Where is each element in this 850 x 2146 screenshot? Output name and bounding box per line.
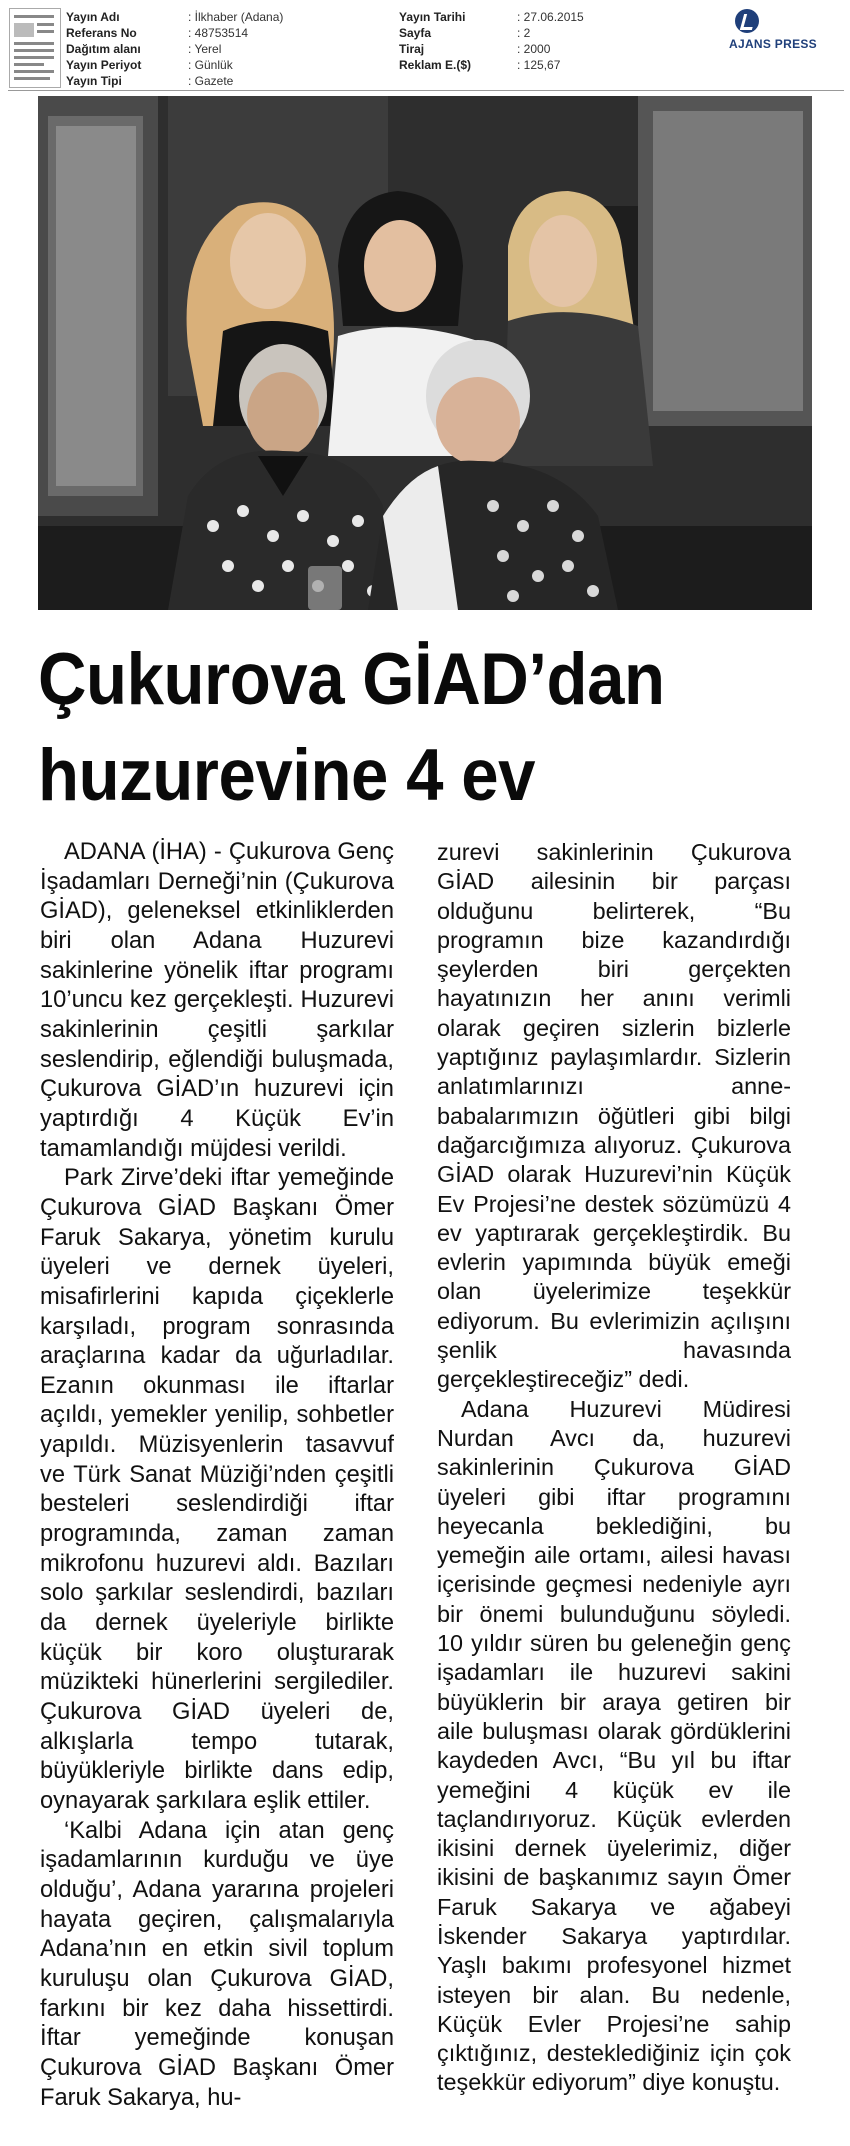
meta-value: : İlkhaber (Adana)	[188, 10, 284, 24]
clipping-metadata-header	[0, 0, 850, 92]
article-photo	[38, 96, 812, 610]
meta-label: Yayın Adı	[66, 10, 120, 24]
meta-value: : Gazete	[188, 74, 234, 88]
article-paragraph: Park Zirve’deki iftar yemeğinde Çukurova GİAD Başkanı Ömer Faruk Sakarya, yönetim kurulu üyeleri ve dernek üyeleri, misafirlerini kapıda çiçeklerle karşıladı, program sonrasında araçlarına kadar da uğurladılar. Ezanın okunması ile iftarlar açıldı, yemekler yenilip, sohbetler yapıldı. Müzisyenlerin tasavvuf ve Türk Sanat Müziği’nden çeşitli besteleri seslendirdiği iftar programında, zaman zaman mikrofonu huzurevi aldı. Bazıları solo şarkılar seslendirdi, bazıları da dernek üyeleriyle birlikte küçük bir koro oluşturarak müzikteki hünerlerini sergilediler. Çukurova GİAD üyeleri de, alkışlarla tempo tutarak, büyükleriyle birlikte dans edip, oynayarak şarkılara eşlik ettiler.	[40, 1165, 394, 1814]
article-paragraph: ‘Kalbi Adana için atan genç işadamlarının kurduğu ve üye olduğu’, Adana yararına projeleri hayata geçiren, çalışmalarıyla Adana’nın en etkin sivil toplum kuruluşu olan Çukurova GİAD, farkını bir kez daha hissettirdi. İftar yemeğinde konuşan Çukurova GİAD Başkanı Ömer Faruk Sakarya, hu-	[40, 1817, 394, 2111]
photo-illustration	[38, 96, 812, 610]
meta-row	[66, 25, 283, 41]
meta-value: : 48753514	[188, 26, 249, 40]
meta-value: : 2	[517, 26, 531, 40]
meta-left-column	[66, 9, 283, 89]
meta-row	[66, 9, 283, 25]
ajans-press-logo	[729, 9, 841, 49]
meta-value: : 125,67	[517, 58, 561, 72]
meta-row	[66, 73, 283, 89]
meta-label: Yayın Periyot	[66, 58, 142, 72]
meta-row	[399, 25, 584, 41]
meta-label: Dağıtım alanı	[66, 42, 141, 56]
meta-label: Tiraj	[399, 42, 425, 56]
article-headline	[38, 632, 765, 824]
meta-label: Referans No	[66, 26, 137, 40]
ajans-press-logo-icon	[735, 9, 759, 33]
headline-line-1: Çukurova GİAD’dan	[38, 639, 665, 720]
article-paragraph: ADANA (İHA) - Çukurova Genç İşadamları Derneği’nin (Çukurova GİAD), geleneksel etkinliklerden biri olan Adana Huzurevi sakinlerine yönelik iftar programı 10’uncu kez gerçekleşti. Huzurevi sakinlerinin çeşitli şarkılar seslendirip, eğlendiği buluşmada, Çukurova GİAD’ın huzurevi için yaptırdığı 4 Küçük Ev’in tamamlandığı müjdesi verildi.	[40, 839, 394, 1162]
meta-value: : Günlük	[188, 58, 233, 72]
meta-label: Sayfa	[399, 26, 432, 40]
meta-right-column	[399, 9, 584, 73]
meta-value: : 27.06.2015	[517, 10, 584, 24]
meta-value: : Yerel	[188, 42, 222, 56]
meta-row	[399, 9, 584, 25]
meta-label: Yayın Tarihi	[399, 10, 466, 24]
meta-row	[399, 57, 584, 73]
headline-line-2: huzurevine 4 ev	[38, 735, 536, 816]
meta-row	[66, 41, 283, 57]
header-divider	[8, 90, 844, 91]
page-thumbnail	[9, 8, 61, 88]
meta-label: Reklam E.($)	[399, 58, 472, 72]
meta-label: Yayın Tipi	[66, 74, 122, 88]
meta-row	[66, 57, 283, 73]
article-column-2	[437, 838, 791, 2098]
article-paragraph: Adana Huzurevi Müdiresi Nurdan Avcı da, huzurevi sakinlerinin Çukurova GİAD üyeleri gibi iftar programını heyecanla beklediğini, bu yemeğin aile ortamı, ailesi havası içerisinde geçmesi nedeniyle ayrı bir önemi bulunduğunu söyledi. 10 yıldır süren bu geleneğin genç işadamları ile huzurevi sakini büyüklerin bir araya getiren bir aile buluşması olarak gördüklerini kaydeden Avcı, “Bu yıl bu iftar yemeğini 4 küçük ev ile taçlandırıyoruz. Küçük evlerden ikisini dernek üyelerimiz, diğer ikisini de başkanımız sayın Ömer Faruk Sakarya ve ağabeyi İskender Sakarya yaptırdılar. Yaşlı bakımı profesyonel hizmet isteyen bir alan. Bu nedenle, Küçük Evler Projesi’ne sahip çıktığınız, desteklediğiniz için çok teşekkür ediyorum” diye konuştu.	[437, 1395, 791, 2096]
article-column-1	[40, 838, 394, 2113]
brand-name: AJANS PRESS	[729, 37, 817, 51]
meta-value: : 2000	[517, 42, 551, 56]
meta-row	[399, 41, 584, 57]
article-paragraph: zurevi sakinlerinin Çukurova GİAD ailesinin bir parçası olduğunu belirterek, “Bu programın bize kazandırdığı şeylerden biri gerçekten hayatınızın her anını verimli olarak geçiren sizlerin bizlerle yaptığınız paylaşımlardır. Sizlerin anlatımlarınızı anne-babalarımızın öğütleri gibi bilgi dağarcığımıza alıyoruz. Çukurova GİAD olarak Huzurevi’nin Küçük Ev Projesi’ne destek sözümüzü 4 ev yaptırarak gerçekleştirdik. Bu evlerin yapımında büyük emeği olan üyelerimize teşekkür ediyorum. Bu evlerimizin açılışını şenlik havasında gerçekleştireceğiz” dedi.	[437, 839, 791, 1393]
